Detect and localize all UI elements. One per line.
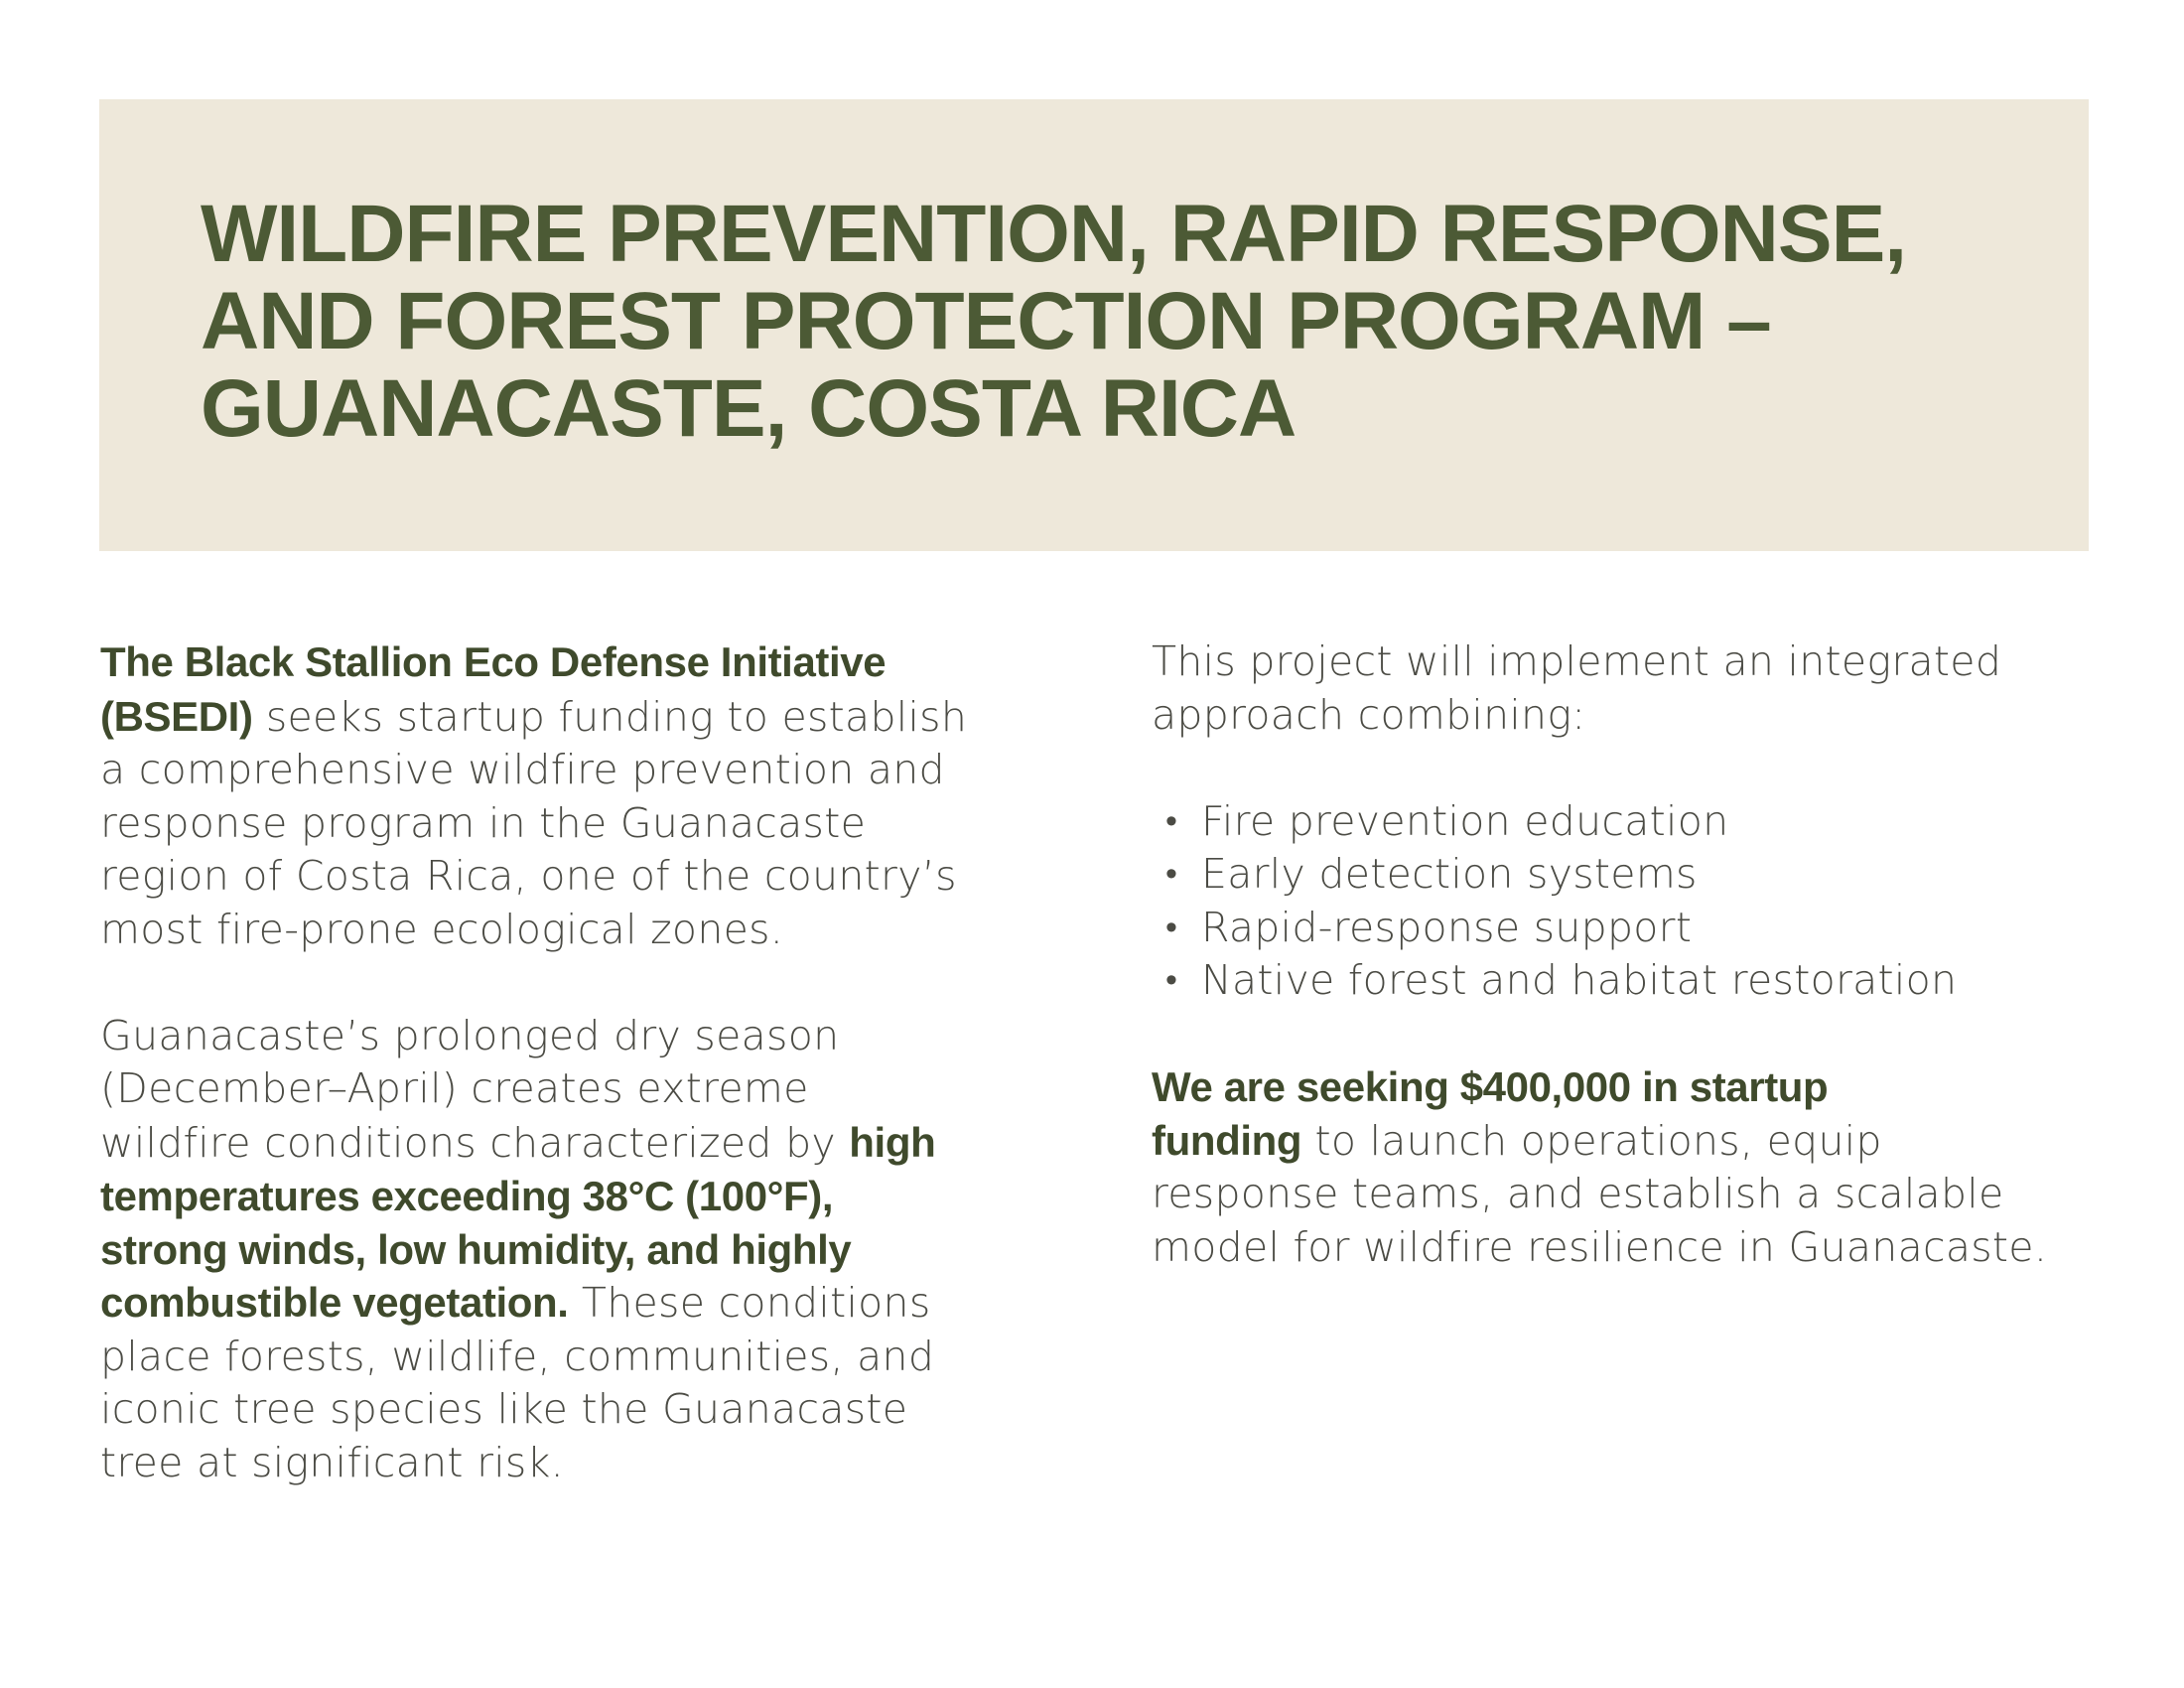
list-item-label: Fire prevention education xyxy=(1201,796,1729,845)
approach-text: approach combining: xyxy=(1152,690,1586,739)
conditions-bold: strong winds, low humidity, and highly xyxy=(100,1225,852,1273)
intro-paragraph xyxy=(100,635,1024,956)
approach-intro xyxy=(1152,635,2085,742)
list-item xyxy=(1152,795,2085,849)
bullet-icon: • xyxy=(1165,907,1178,947)
list-item xyxy=(1152,902,2085,955)
title-line-3: GUANACASTE, COSTA RICA xyxy=(201,363,1297,454)
conditions-text: place forests, wildlife, communities, and xyxy=(100,1332,935,1380)
approach-list xyxy=(1152,795,2085,1008)
paragraph-gap xyxy=(1152,1008,2085,1061)
intro-text: response program in the Guanacaste xyxy=(100,798,867,847)
conditions-text: These conditions xyxy=(568,1279,931,1327)
list-item-label: Early detection systems xyxy=(1201,850,1698,898)
bullet-icon: • xyxy=(1165,800,1178,841)
conditions-text: (December–April) creates extreme xyxy=(100,1064,809,1112)
right-column xyxy=(1152,635,2085,1274)
title-line-1: WILDFIRE PREVENTION, RAPID RESPONSE, xyxy=(201,189,1907,279)
title-banner xyxy=(99,99,2089,551)
conditions-text: Guanacaste’s prolonged dry season xyxy=(100,1011,840,1059)
left-column xyxy=(100,635,1024,1489)
conditions-text: tree at significant risk. xyxy=(100,1438,564,1486)
bullet-icon: • xyxy=(1165,960,1178,1000)
org-name-bold: The Black Stallion Eco Defense Initiative xyxy=(100,638,887,685)
intro-text: a comprehensive wildfire prevention and xyxy=(100,746,945,793)
conditions-text: iconic tree species like the Guanacaste xyxy=(100,1385,908,1433)
intro-text: seeks startup funding to establish xyxy=(252,692,968,741)
list-item xyxy=(1152,848,2085,902)
funding-text: model for wildfire resilience in Guanacaste. xyxy=(1152,1222,2048,1271)
conditions-paragraph xyxy=(100,1010,1024,1490)
funding-paragraph xyxy=(1152,1060,2085,1274)
org-acronym-bold: (BSEDI) xyxy=(100,692,253,740)
funding-bold: funding xyxy=(1152,1116,1302,1164)
list-item-label: Native forest and habitat restoration xyxy=(1201,956,1958,1004)
funding-text: response teams, and establish a scalable xyxy=(1152,1170,2004,1217)
conditions-bold: high xyxy=(849,1118,936,1166)
intro-text: most fire-prone ecological zones. xyxy=(100,905,784,953)
approach-text: This project will implement an integrated xyxy=(1152,637,2002,685)
list-item-label: Rapid-response support xyxy=(1201,903,1693,951)
funding-bold: We are seeking $400,000 in startup xyxy=(1152,1063,1829,1110)
paragraph-gap xyxy=(100,956,1024,1010)
conditions-text: wildfire conditions characterized by xyxy=(100,1118,850,1167)
funding-text: to launch operations, equip xyxy=(1301,1116,1882,1165)
bullet-icon: • xyxy=(1165,854,1178,894)
list-item xyxy=(1152,954,2085,1008)
conditions-bold: combustible vegetation. xyxy=(100,1279,569,1326)
intro-text: region of Costa Rica, one of the country’s xyxy=(100,852,957,900)
page-title xyxy=(201,191,2037,453)
title-line-2: AND FOREST PROTECTION PROGRAM – xyxy=(201,276,1771,366)
paragraph-gap xyxy=(1152,742,2085,795)
conditions-bold: temperatures exceeding 38°C (100°F), xyxy=(100,1173,834,1219)
